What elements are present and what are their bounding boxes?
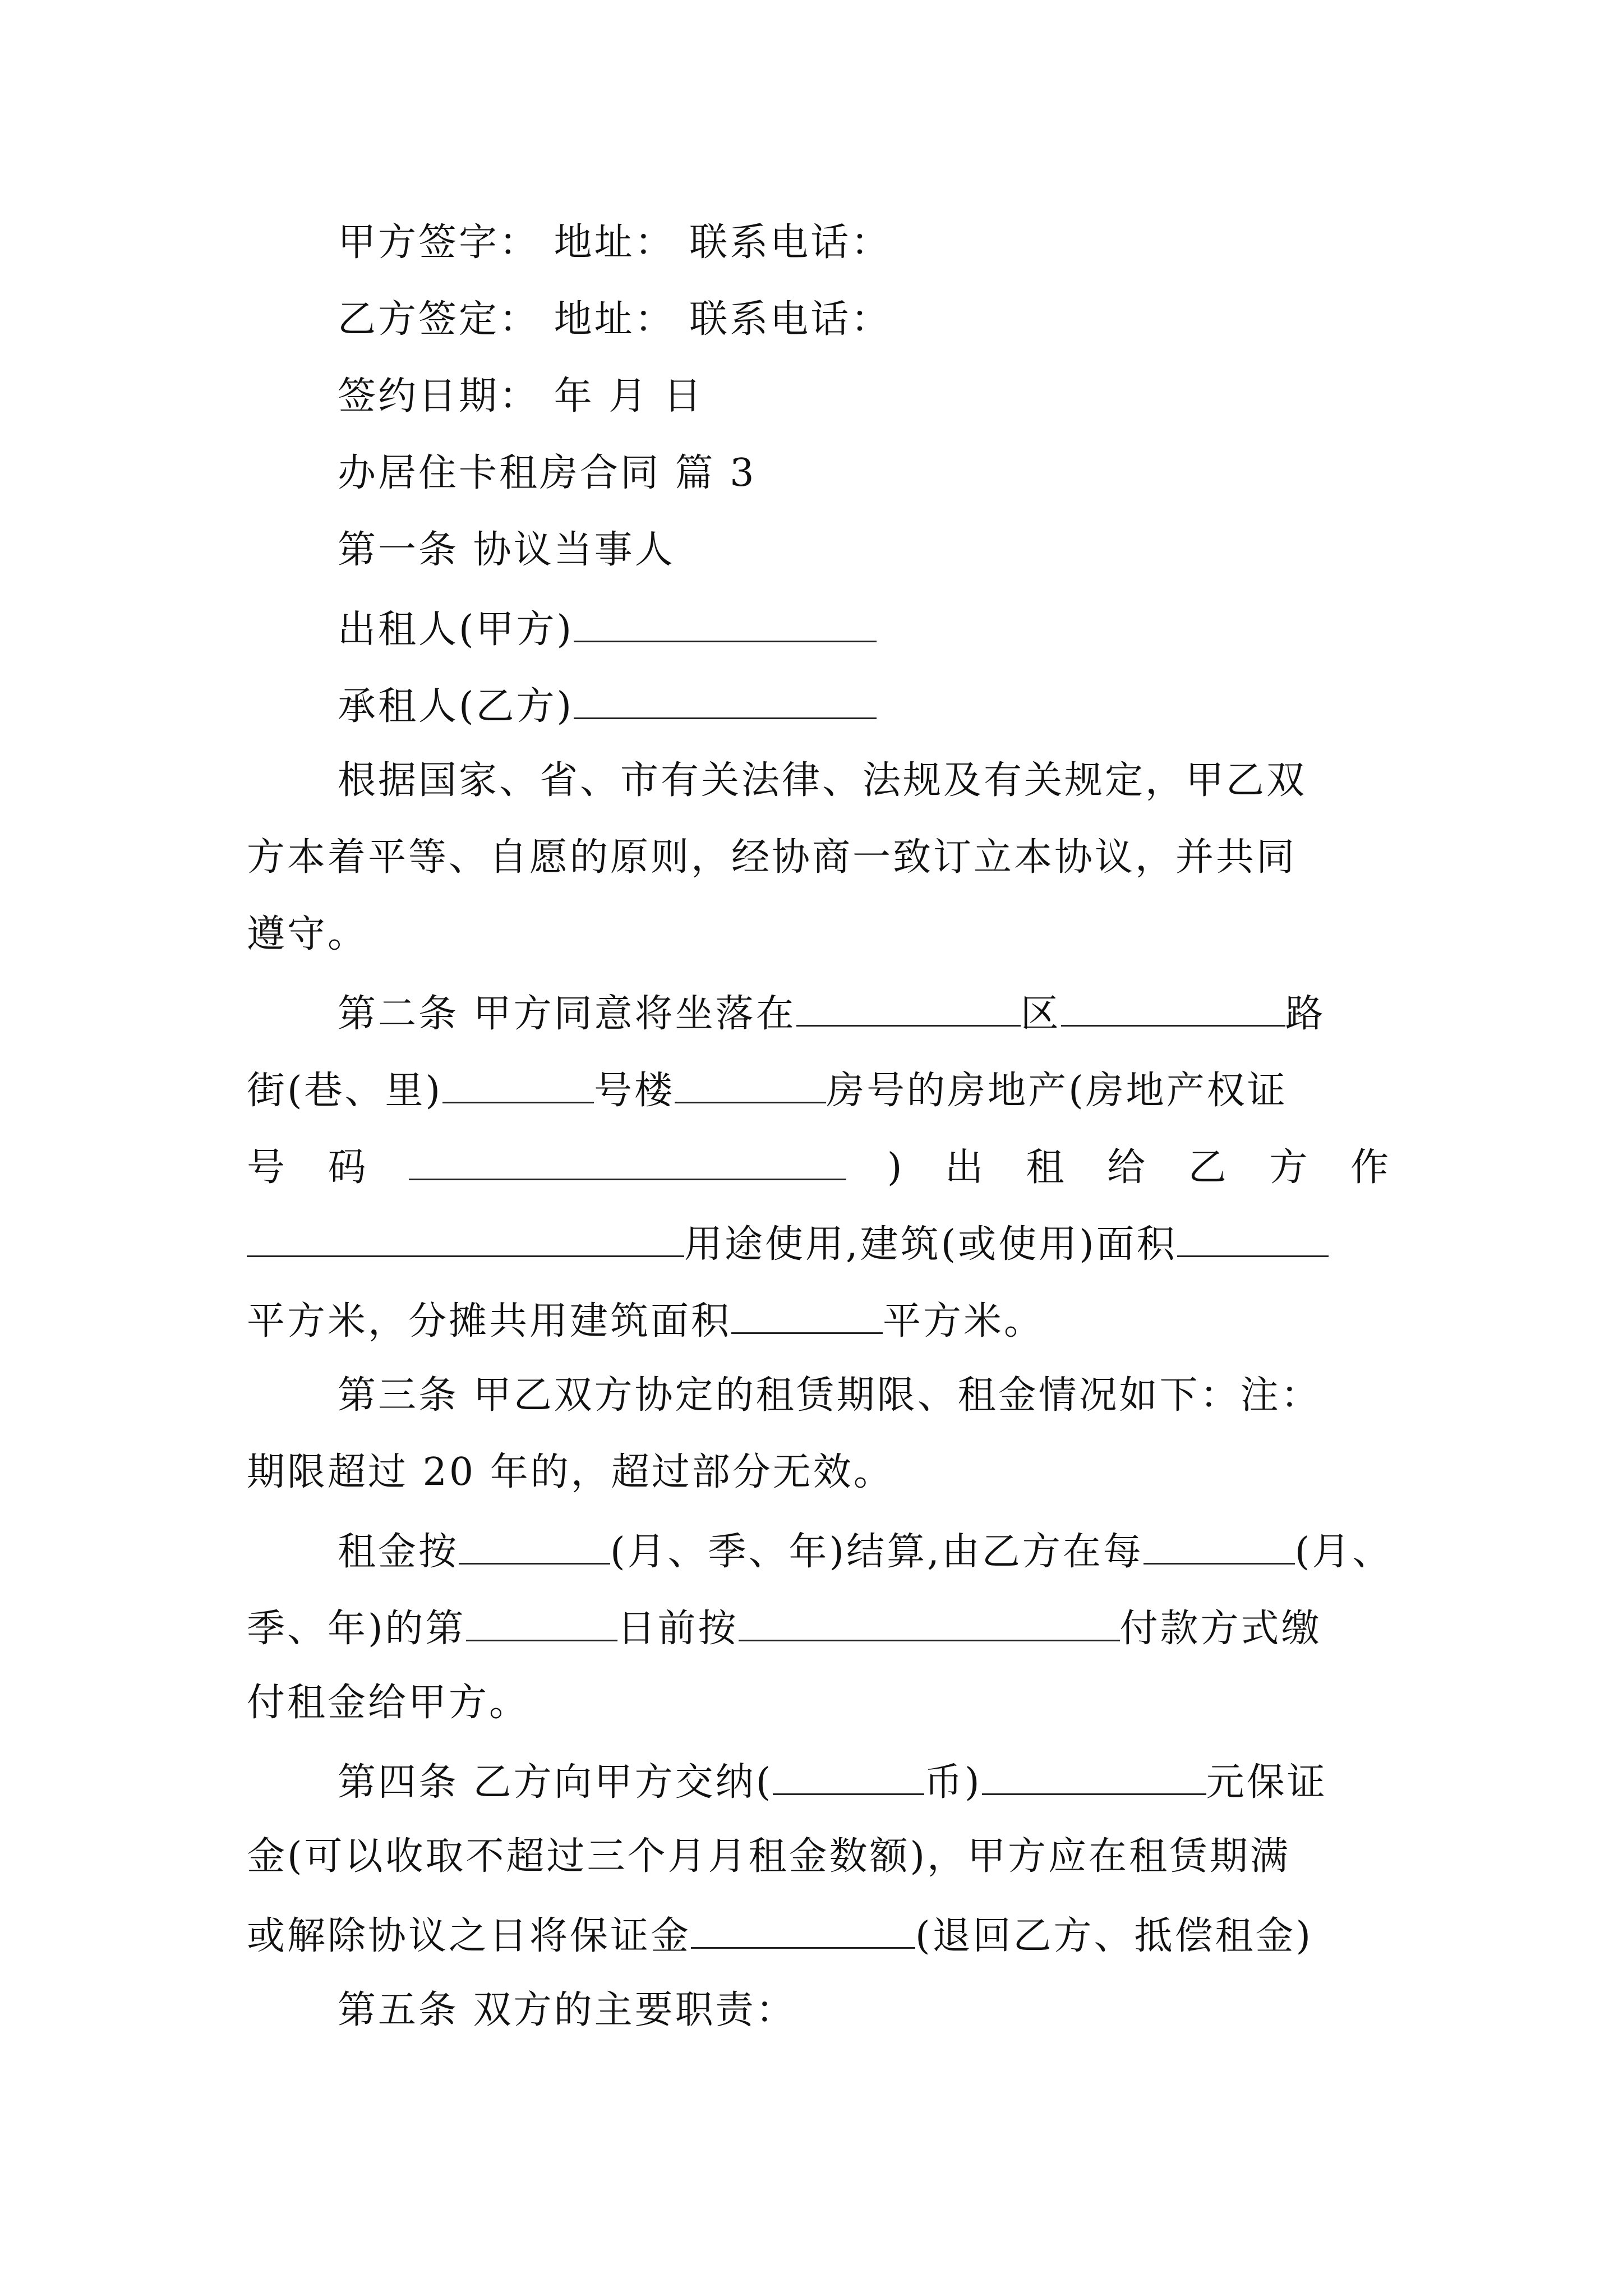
- char-yi: 乙: [1188, 1145, 1229, 1190]
- usage-label: 用途使用,建筑(或使用)面积: [684, 1222, 1177, 1267]
- payment-method-label: 付款方式缴: [1119, 1607, 1322, 1651]
- area-blank: [1177, 1214, 1329, 1257]
- article-2-text-a: 第二条 甲方同意将坐落在: [338, 992, 796, 1036]
- signing-date-line: 签约日期： 年 月 日: [338, 374, 704, 418]
- lessor-line: [338, 599, 1392, 655]
- road-blank: [1061, 983, 1285, 1027]
- yuan-deposit-label: 元保证: [1206, 1760, 1327, 1805]
- certificate-number-blank: [409, 1137, 846, 1180]
- section-heading: 办居住卡租房合同 篇 3: [338, 451, 757, 495]
- sqm-label: 平方米。: [883, 1299, 1045, 1343]
- room-blank: [675, 1060, 826, 1103]
- char-gei: 给: [1107, 1145, 1148, 1190]
- rent-day-blank: [466, 1598, 617, 1641]
- lessee-line: [338, 676, 1392, 732]
- article-4-line-1: [338, 1752, 1392, 1808]
- rent-day-label: 季、年)的第: [247, 1607, 466, 1651]
- lessor-blank: [574, 599, 877, 642]
- deposit-options-label: (退回乙方、抵偿租金): [915, 1914, 1313, 1958]
- rent-line-2: [247, 1598, 1391, 1654]
- road-label: 路: [1285, 992, 1326, 1036]
- article-2-line-1: [338, 983, 1392, 1039]
- article-2-line-5: [247, 1291, 1391, 1347]
- lessee-blank: [574, 676, 877, 719]
- intro-line-2: 方本着平等、自愿的原则，经协商一致订立本协议，并共同: [247, 835, 1297, 880]
- rent-month-label: (月、: [1294, 1530, 1393, 1574]
- article-2-line-3: [247, 1137, 1391, 1193]
- char-fang: 方: [1269, 1145, 1310, 1190]
- deposit-return-label: 或解除协议之日将保证金: [247, 1914, 691, 1958]
- party-b-signature-line: 乙方签定： 地址： 联系电话：: [338, 297, 892, 342]
- building-blank: [442, 1060, 594, 1103]
- party-a-signature-line: 甲方签字： 地址： 联系电话：: [338, 220, 892, 265]
- rent-by-label: 租金按: [338, 1530, 459, 1574]
- shared-area-blank: [731, 1291, 883, 1334]
- article-4-line-3: [247, 1906, 1391, 1962]
- street-label: 街(巷、里): [247, 1069, 443, 1113]
- intro-line-1: 根据国家、省、市有关法律、法规及有关规定，甲乙双: [338, 758, 1307, 803]
- rent-line-1: [338, 1521, 1392, 1577]
- rent-settlement-label: (月、季、年)结算,由乙方在每: [610, 1530, 1144, 1574]
- article-3-line-1: 第三条 甲乙双方协定的租赁期限、租金情况如下：注：: [338, 1373, 1321, 1418]
- char-ma: 码: [328, 1145, 368, 1190]
- district-blank: [796, 983, 1021, 1027]
- rent-period-blank: [459, 1521, 610, 1565]
- usage-blank: [247, 1214, 684, 1257]
- building-label: 号楼: [594, 1069, 675, 1113]
- intro-line-3: 遵守。: [247, 912, 368, 956]
- char-zuo: 作: [1350, 1145, 1391, 1190]
- room-label: 房号的房地产(房地产权证: [826, 1069, 1288, 1113]
- article-2-line-4: [247, 1214, 1391, 1270]
- lessee-label: 承租人(乙方): [338, 684, 574, 729]
- char-paren: ): [887, 1145, 905, 1190]
- lessor-label: 出租人(甲方): [338, 608, 574, 652]
- char-zu: 租: [1026, 1145, 1067, 1190]
- article-2-line-3-spread: [247, 1137, 1391, 1196]
- char-chu: 出: [944, 1145, 985, 1190]
- article-5-title: 第五条 双方的主要职责：: [338, 1988, 796, 2032]
- rent-each-blank: [1144, 1521, 1295, 1565]
- article-2-line-2: [247, 1060, 1391, 1116]
- currency-blank: [773, 1752, 924, 1795]
- payment-method-blank: [739, 1598, 1120, 1641]
- currency-label: 币): [924, 1760, 982, 1805]
- char-hao: 号: [247, 1145, 288, 1190]
- article-3-line-2: 期限超过 20 年的，超过部分无效。: [247, 1450, 894, 1494]
- article-4-line-2: 金(可以收取不超过三个月月租金数额)，甲方应在租赁期满: [247, 1834, 1291, 1879]
- article-1-title: 第一条 协议当事人: [338, 528, 675, 572]
- rent-before-label: 日前按: [617, 1607, 739, 1651]
- rent-line-3: 付租金给甲方。: [247, 1681, 530, 1725]
- shared-area-label: 平方米，分摊共用建筑面积: [247, 1299, 732, 1343]
- deposit-return-blank: [691, 1906, 915, 1949]
- district-label: 区: [1020, 992, 1061, 1036]
- deposit-label: 第四条 乙方向甲方交纳(: [338, 1760, 773, 1805]
- deposit-amount-blank: [982, 1752, 1206, 1795]
